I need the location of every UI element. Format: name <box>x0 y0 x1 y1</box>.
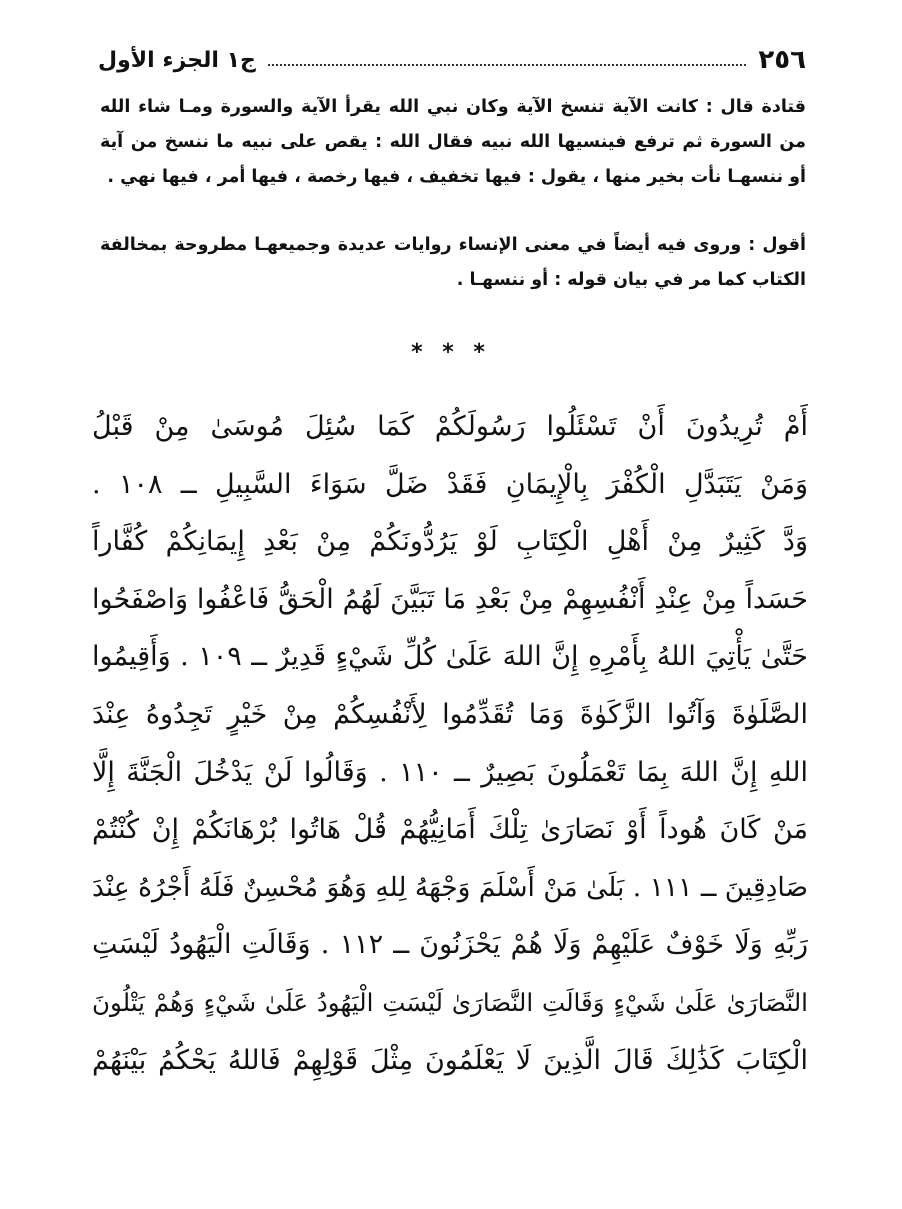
verse-line: حَسَداً مِنْ عِنْدِ أَنْفُسِهِمْ مِنْ بَعْدِ مَا تَبَيَّنَ لَهُمُ الْحَقُّ فَاعْفُوا وَاصْفَحُوا <box>92 583 808 615</box>
verse-line: وَمَنْ يَتَبَدَّلِ الْكُفْرَ بِالْإِيمَانِ فَقَدْ ضَلَّ سَوَاءَ السَّبِيلِ ــ ١٠٨ . <box>92 468 808 500</box>
verse-line: مَنْ كَانَ هُوداً أَوْ نَصَارَىٰ تِلْكَ أَمَانِيُّهُمْ قُلْ هَاتُوا بُرْهَانَكُمْ إِنْ كُنْتُمْ <box>92 814 808 846</box>
verse-line: الْكِتَابَ كَذَٰلِكَ قَالَ الَّذِينَ لَا يَعْلَمُونَ مِثْلَ قَوْلِهِمْ فَاللهُ يَحْكُمُ بَيْنَهُمْ <box>92 1044 808 1076</box>
quran-verses-block <box>92 398 808 1089</box>
verse-line: اللهِ إِنَّ اللهَ بِمَا تَعْمَلُونَ بَصِيرٌ ــ ١١٠ . وَقَالُوا لَنْ يَدْخُلَ الْجَنَّةَ إِلَّا <box>92 756 808 788</box>
page-number: ٢٥٦ <box>758 45 806 75</box>
verse-line: رَبِّهِ وَلَا خَوْفٌ عَلَيْهِمْ وَلَا هُمْ يَحْزَنُونَ ــ ١١٢ . وَقَالَتِ الْيَهُودُ لَيْسَتِ <box>92 929 808 961</box>
verse-line: أَمْ تُرِيدُونَ أَنْ تَسْئَلُوا رَسُولَكُمْ كَمَا سُئِلَ مُوسَىٰ مِنْ قَبْلُ <box>92 411 808 442</box>
verse-line: حَتَّىٰ يَأْتِيَ اللهُ بِأَمْرِهِ إِنَّ اللهَ عَلَىٰ كُلِّ شَيْءٍ قَدِيرٌ ــ ١٠٩ . وَأَقِيمُوا <box>92 641 808 673</box>
verse-line: صَادِقِينَ ــ ١١١ . بَلَىٰ مَنْ أَسْلَمَ وَجْهَهُ لِلهِ وَهُوَ مُحْسِنٌ فَلَهُ أَجْرُهُ عِنْدَ <box>92 871 808 903</box>
page-header <box>98 42 806 78</box>
verse-line: وَدَّ كَثِيرٌ مِنْ أَهْلِ الْكِتَابِ لَوْ يَرُدُّونَكُمْ مِنْ بَعْدِ إِيمَانِكُمْ كُفَّاراً <box>92 526 808 558</box>
running-title: ج١ الجزء الأول <box>98 47 256 73</box>
verse-line: النَّصَارَىٰ عَلَىٰ شَيْءٍ وَقَالَتِ النَّصَارَىٰ لَيْسَتِ الْيَهُودُ عَلَىٰ شَيْءٍ وَهُمْ يَتْلُونَ <box>92 987 808 1017</box>
verse-line: الصَّلَوٰةَ وَآتُوا الزَّكَوٰةَ وَمَا تُقَدِّمُوا لِأَنْفُسِكُمْ مِنْ خَيْرٍ تَجِدُوهُ عِنْدَ <box>92 698 808 730</box>
commentary-paragraph-qatada: قتادة قال : كانت الآية تنسخ الآية وكان نبي الله يقرأ الآية والسورة ومـا شاء الله من السورة ثم ترفع فينسيها الله نبيه فقال الله : يقص على نبيه ما ننسخ من آية أو ننسهـا نأت بخير منها ، يقول : فيها تخفيف ، فيها رخصة ، فيها أمر ، فيها نهي . <box>100 97 806 187</box>
section-separator: * * * <box>411 340 491 365</box>
commentary-paragraph-aqul: أقول : وروى فيه أيضاً في معنى الإنساء روايات عديدة وجميعهـا مطروحة بمخالفة الكتاب كما مر في بيان قوله : أو ننسهـا . <box>100 235 806 290</box>
header-dotted-leader <box>268 64 746 66</box>
